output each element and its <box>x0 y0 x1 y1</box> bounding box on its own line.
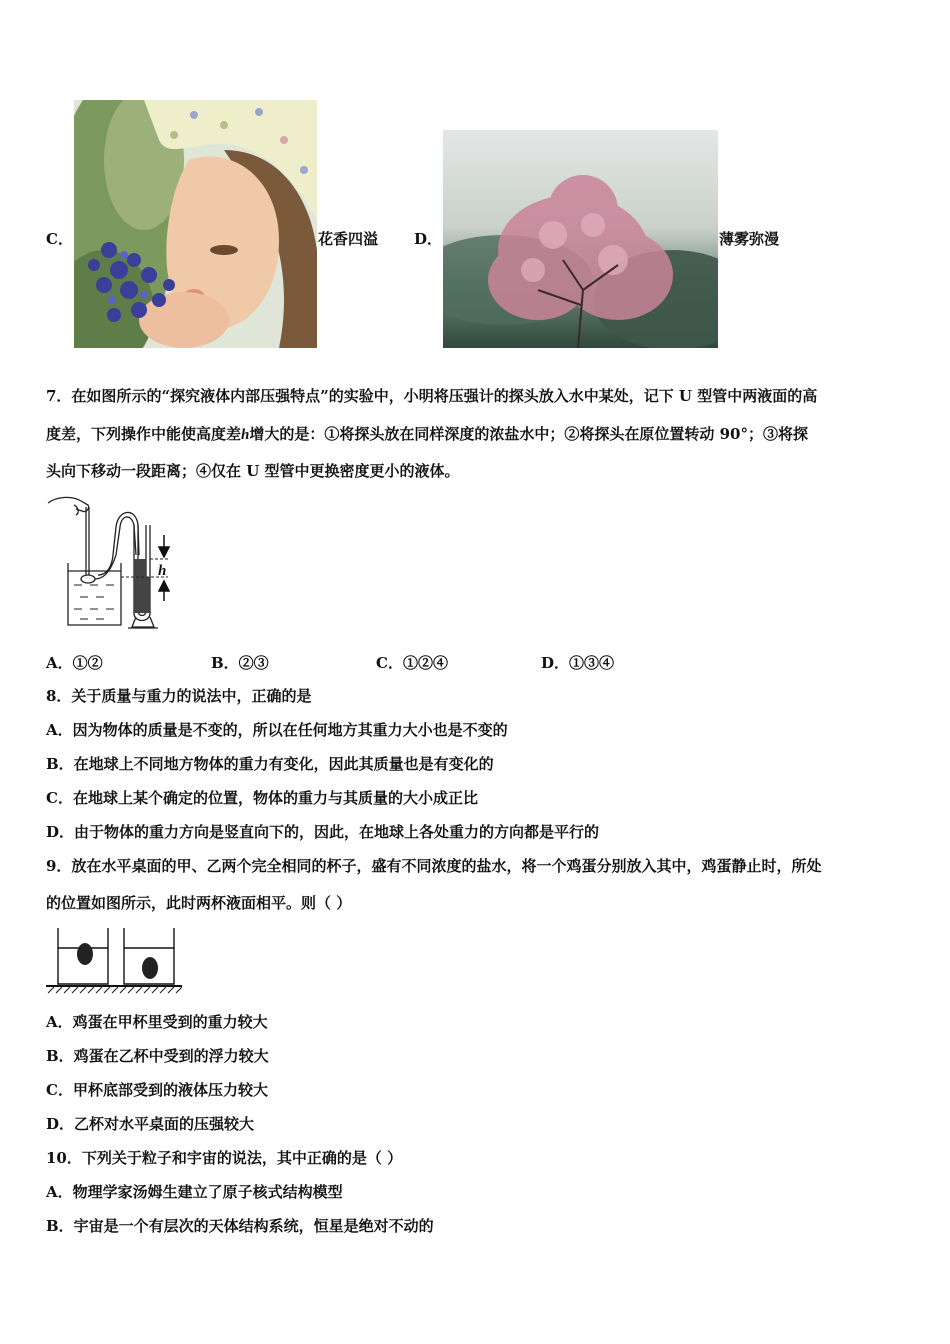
q7-stem-line-1: 7．在如图所示的“探究液体内部压强特点”的实验中，小明将压强计的探头放入水中某处，记下 U 型管中两液面的高 <box>46 387 818 405</box>
q6-option-c-caption: 花香四溢 <box>318 230 379 248</box>
q9-option-c: C．甲杯底部受到的液体压力较大 <box>46 1081 268 1099</box>
q7-option-c: C．①②④ <box>376 654 448 672</box>
q9-option-b: B．鸡蛋在乙杯中受到的浮力较大 <box>46 1047 269 1065</box>
q7-stem-line-2 <box>46 424 808 445</box>
q7-stem-line-2-a: 度差，下列操作中能使高度差 <box>46 425 242 443</box>
q9-option-a: A．鸡蛋在甲杯里受到的重力较大 <box>46 1013 268 1031</box>
q6-option-c-letter: C． <box>46 230 73 248</box>
q8-option-a: A．因为物体的质量是不变的，所以在任何地方其重力大小也是不变的 <box>46 721 508 739</box>
q7-option-a: A．①② <box>46 654 103 672</box>
misty-blossom-photo <box>443 130 718 348</box>
q7-stem-line-3: 头向下移动一段距离；④仅在 U 型管中更换密度更小的液体。 <box>46 462 460 480</box>
q8-option-c: C．在地球上某个确定的位置，物体的重力与其质量的大小成正比 <box>46 789 478 807</box>
egg-cups-figure <box>46 926 182 996</box>
q7-options <box>0 652 950 672</box>
q9-option-d: D．乙杯对水平桌面的压强较大 <box>46 1115 255 1133</box>
q9-stem-line-2: 的位置如图所示，此时两杯液面相平。则（ ） <box>46 894 352 912</box>
pressure-gauge-figure <box>46 495 196 635</box>
q8-option-b: B．在地球上不同地方物体的重力有变化，因此其质量也是有变化的 <box>46 755 494 773</box>
q8-stem: 8．关于质量与重力的说法中，正确的是 <box>46 687 312 705</box>
q10-stem: 10．下列关于粒子和宇宙的说法，其中正确的是（ ） <box>46 1149 403 1167</box>
q6-option-d-caption: 薄雾弥漫 <box>719 230 780 248</box>
q6-option-d-letter: D． <box>414 230 443 248</box>
q7-option-d: D．①③④ <box>541 654 615 672</box>
q8-option-d: D．由于物体的重力方向是竖直向下的，因此，在地球上各处重力的方向都是平行的 <box>46 823 600 841</box>
pressure-gauge-diagram <box>46 495 196 635</box>
q7-option-b: B．②③ <box>211 654 269 672</box>
q10-option-b: B．宇宙是一个有层次的天体结构系统，恒星是绝对不动的 <box>46 1217 434 1235</box>
egg-cups-diagram <box>46 926 182 996</box>
q7-stem-line-2-b: 增大的是：①将探头放在同样深度的浓盐水中；②将探头在原位置转动 90°；③将探 <box>249 425 808 443</box>
q7-stem-h-symbol: h <box>241 427 250 443</box>
q9-stem-line-1: 9．放在水平桌面的甲、乙两个完全相同的杯子，盛有不同浓度的盐水，将一个鸡蛋分别放入其中，鸡蛋静止时，所处 <box>46 857 822 875</box>
flower-girl-photo <box>74 100 317 348</box>
q10-option-a: A．物理学家汤姆生建立了原子核式结构模型 <box>46 1183 343 1201</box>
figure-h-label: h <box>158 563 167 579</box>
